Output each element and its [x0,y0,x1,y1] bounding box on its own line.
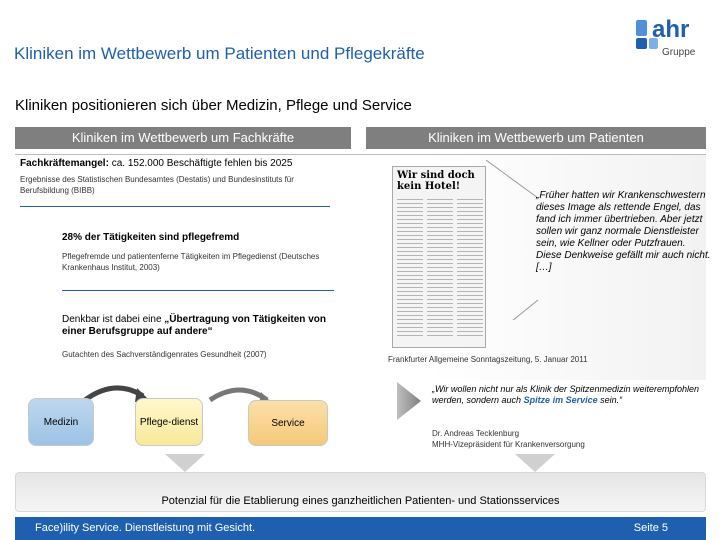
page-number: Seite 5 [633,522,668,534]
quote-nurse: „Früher hatten wir Krankenschwestern dieses Image als rettende Engel, das fand ich immer übertrieben. Aber jetzt sollen wir ganz normale Dienstleister sein, wie Kellner oder Putzfrauen. Diese Denkweise gefällt mir auch nicht. […] [536,190,711,273]
arc-arrow-icon [85,388,143,400]
quote2-part1: „Wir wollen nicht nur als Klinik der Spitzenmedizin weiterempfohlen werden, sondern auch [432,384,700,405]
transfer-text [62,314,337,338]
stat-title: 28% der Tätigkeiten sind pflegefremd [62,232,240,243]
down-arrow-icon [165,454,205,472]
text-column-icon [457,199,483,339]
down-arrow-icon [515,454,555,472]
quote2-part2: sein.“ [597,395,623,405]
slide-subtitle: Kliniken positionieren sich über Medizin, Pflege und Service [15,97,412,114]
quote2-bold: Spitze im Service [523,395,598,405]
divider [20,206,330,207]
right-column-heading: Kliniken im Wettbewerb um Patienten [366,127,706,149]
transfer-prefix: Denkbar ist dabei eine [62,314,165,325]
shortage-source: Ergebnisse des Statistischen Bundesamtes (Destatis) und Bundesinstituts für Berufsbildung (BIBB) [20,175,294,195]
quote-author [432,428,585,450]
quote-mhh [432,384,712,406]
newspaper-clipping [392,166,486,348]
summary-text: Potenzial für die Etablierung eines ganzheitlichen Patienten- und Stationsservices [161,495,560,507]
pill-service: Service [248,400,328,446]
author-name: Dr. Andreas Tecklenburg [432,429,520,438]
connector-lines [486,160,542,320]
triangle-arrow-icon [395,380,423,422]
text-column-icon [397,199,423,339]
ahr-gruppe-logo [632,18,714,64]
divider [62,290,334,291]
slide-title: Kliniken im Wettbewerb um Patienten und Pflegekräfte [14,44,425,63]
logo-square-icon [636,38,647,49]
pill-medizin: Medizin [28,398,94,446]
transfer-bold: „Übertragung von Tätigkeiten von einer Berufsgruppe auf andere“ [62,314,326,337]
shortage-text: ca. 152.000 Beschäftigte fehlen bis 2025 [111,158,293,169]
pill-pflegedienst: Pflege-dienst [135,398,203,446]
text-column-icon [427,199,453,339]
shortage-line [20,158,350,169]
logo-square-icon [636,20,647,36]
arc-arrow-icon [210,390,267,400]
newspaper-headline: Wir sind doch kein Hotel! [397,170,475,192]
author-role: MHH-Vizepräsident für Krankenversorgung [432,440,585,449]
shortage-label: Fachkräftemangel: [20,158,109,169]
logo-subtitle: Gruppe [662,47,696,58]
stat-source: Pflegefremde und patientenferne Tätigkeiten im Pflegedienst (Deutsches Krankenhaus Institut, 2003) [62,252,320,272]
quote-source: Frankfurter Allgemeine Sonntagszeitung, 5. Januar 2011 [388,355,588,364]
transfer-source: Gutachten des Sachverständigenrates Gesundheit (2007) [62,350,267,359]
logo-word: ahr [652,16,690,43]
footer-bar [15,517,706,540]
left-column-heading: Kliniken im Wettbewerb um Fachkräfte [15,127,351,149]
footer-tagline: Face)ility Service. Dienstleistung mit Gesicht. [35,522,256,534]
